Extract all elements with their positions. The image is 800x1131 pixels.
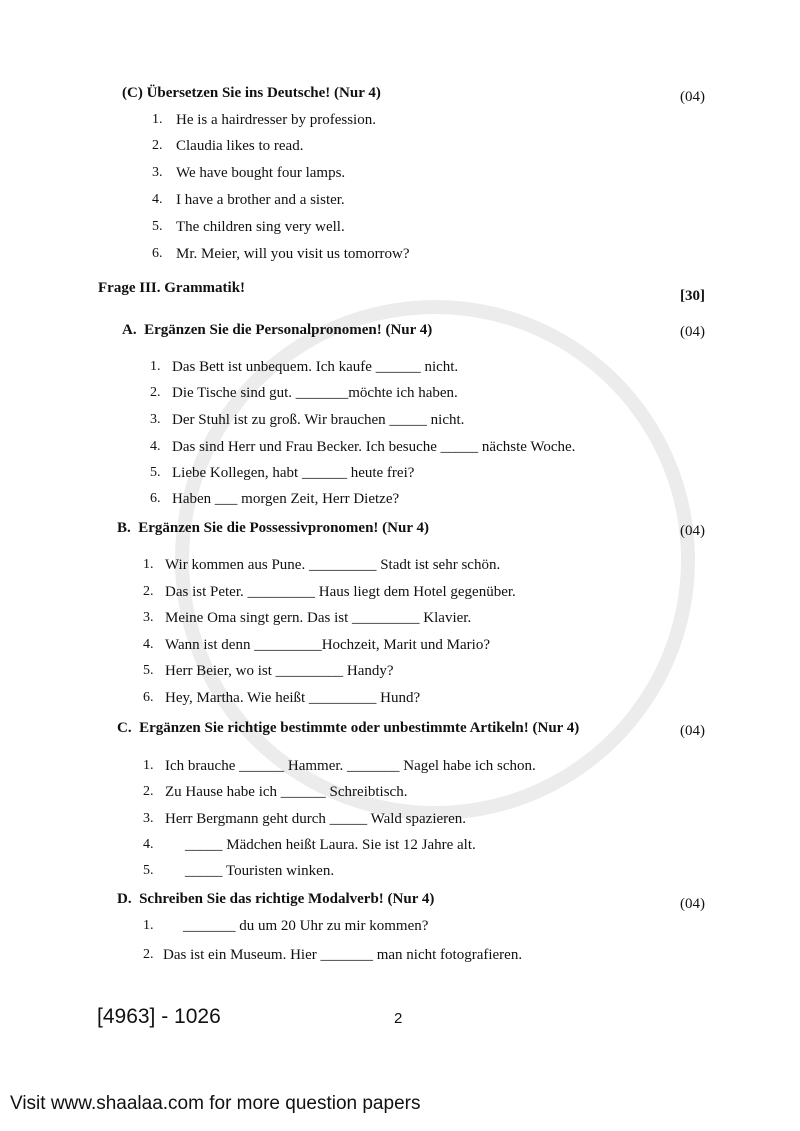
marks: (04) [680,723,705,739]
item-number: 6. [150,491,161,506]
list-item: Herr Beier, wo ist _________ Handy? [165,663,394,679]
item-number: 4. [150,439,161,454]
list-item: Ich brauche ______ Hammer. _______ Nagel habe ich schon. [165,758,536,774]
item-number: 2. [143,784,154,799]
item-number: 4. [152,192,163,207]
section-heading: D. Schreiben Sie das richtige Modalverb! (Nur 4) [117,891,435,907]
list-item: The children sing very well. [176,219,345,235]
list-item: Hey, Martha. Wie heißt _________ Hund? [165,690,421,706]
paper-code: [4963] - 1026 [97,1005,221,1028]
list-item: Der Stuhl ist zu groß. Wir brauchen _____ nicht. [172,412,465,428]
item-number: 5. [143,863,154,878]
section-heading: C. Ergänzen Sie richtige bestimmte oder unbestimmte Artikeln! (Nur 4) [117,720,580,736]
list-item: Herr Bergmann geht durch _____ Wald spazieren. [165,811,467,827]
item-number: 6. [143,690,154,705]
page-number: 2 [394,1010,403,1027]
list-item: Das sind Herr und Frau Becker. Ich besuche _____ nächste Woche. [172,439,576,455]
item-number: 1. [143,758,154,773]
list-item: He is a hairdresser by profession. [176,112,376,128]
item-number: 2. [150,385,161,400]
list-item: Wir kommen aus Pune. _________ Stadt ist sehr schön. [165,557,501,573]
list-item: _____ Mädchen heißt Laura. Sie ist 12 Jahre alt. [185,837,476,853]
list-item: Claudia likes to read. [176,138,304,154]
item-number: 3. [152,165,163,180]
marks: (04) [680,324,705,340]
list-item: Das Bett ist unbequem. Ich kaufe ______ nicht. [172,359,459,375]
item-number: 2. [143,584,154,599]
item-number: 1. [143,918,154,933]
list-item: Die Tische sind gut. _______möchte ich haben. [172,385,458,401]
list-item: Wann ist denn _________Hochzeit, Marit und Mario? [165,637,490,653]
marks: (04) [680,896,705,912]
list-item: Haben ___ morgen Zeit, Herr Dietze? [172,491,400,507]
section-heading: B. Ergänzen Sie die Possessivpronomen! (Nur 4) [117,520,429,536]
item-number: 2. [143,947,154,962]
marks: [30] [680,288,705,304]
item-number: 5. [152,219,163,234]
frage-heading: Frage III. Grammatik! [98,280,246,296]
footer-link[interactable]: Visit www.shaalaa.com for more question papers [10,1093,421,1114]
list-item: _____ Touristen winken. [185,863,335,879]
list-item: I have a brother and a sister. [176,192,345,208]
item-number: 6. [152,246,163,261]
item-number: 1. [150,359,161,374]
item-number: 5. [143,663,154,678]
item-number: 5. [150,465,161,480]
item-number: 4. [143,837,154,852]
list-item: Das ist ein Museum. Hier _______ man nicht fotografieren. [163,947,523,963]
list-item: Zu Hause habe ich ______ Schreibtisch. [165,784,408,800]
list-item: Das ist Peter. _________ Haus liegt dem Hotel gegenüber. [165,584,516,600]
list-item: Meine Oma singt gern. Das ist _________ Klavier. [165,610,472,626]
item-number: 4. [143,637,154,652]
marks: (04) [680,523,705,539]
section-heading: A. Ergänzen Sie die Personalpronomen! (Nur 4) [122,322,433,338]
item-number: 1. [143,557,154,572]
section-heading: (C) Übersetzen Sie ins Deutsche! (Nur 4) [122,85,381,101]
list-item: Mr. Meier, will you visit us tomorrow? [176,246,410,262]
item-number: 3. [143,610,154,625]
list-item: _______ du um 20 Uhr zu mir kommen? [183,918,429,934]
item-number: 1. [152,112,163,127]
list-item: We have bought four lamps. [176,165,346,181]
list-item: Liebe Kollegen, habt ______ heute frei? [172,465,415,481]
item-number: 2. [152,138,163,153]
marks: (04) [680,89,705,105]
item-number: 3. [150,412,161,427]
item-number: 3. [143,811,154,826]
